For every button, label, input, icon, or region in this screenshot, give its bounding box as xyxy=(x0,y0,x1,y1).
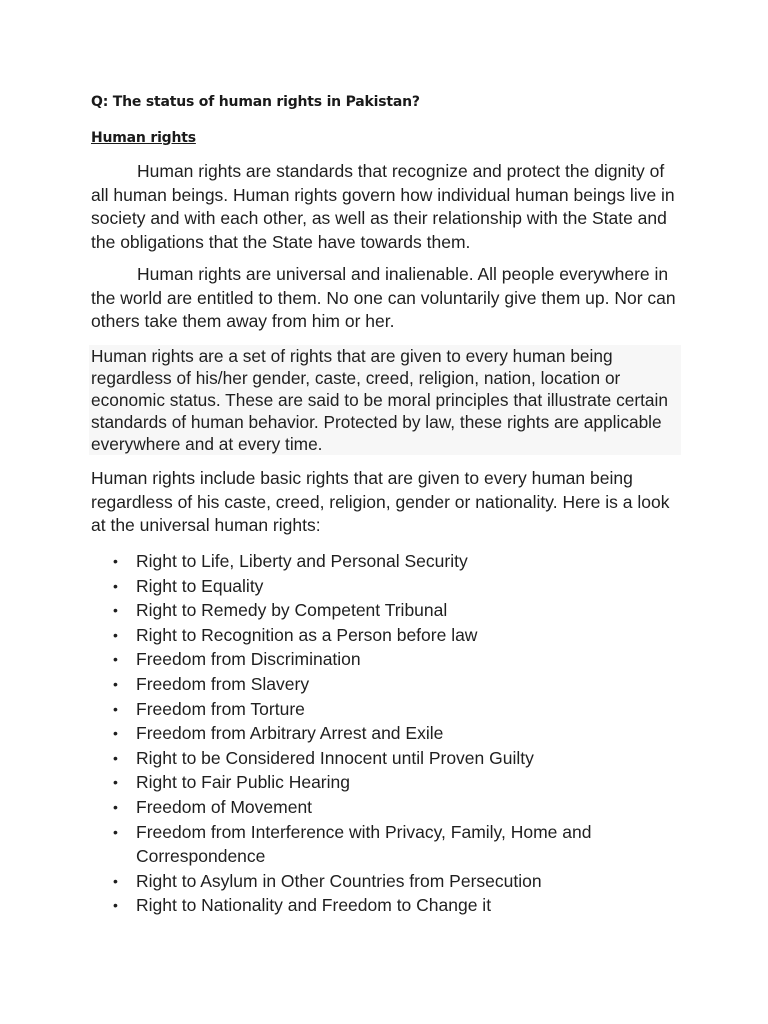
list-item xyxy=(91,795,681,820)
list-item-text: Right to Recognition as a Person before law xyxy=(136,624,478,645)
list-item-text: Right to Fair Public Hearing xyxy=(136,772,350,793)
list-item-text: Freedom from Discrimination xyxy=(136,649,361,670)
list-item xyxy=(91,770,681,795)
bullet-icon: • xyxy=(113,700,118,717)
bullet-icon: • xyxy=(113,823,118,840)
bullet-icon: • xyxy=(113,651,118,668)
list-item-text: Freedom from Interference with Privacy, Family, Home and Correspondence xyxy=(136,821,592,867)
list-item xyxy=(91,672,681,697)
list-item-text: Freedom from Torture xyxy=(136,698,305,719)
list-item-text: Right to Remedy by Competent Tribunal xyxy=(136,600,448,621)
question-title: Q: The status of human rights in Pakistan? xyxy=(91,94,420,110)
list-item xyxy=(91,697,681,722)
bullet-icon: • xyxy=(113,897,118,914)
list-item xyxy=(91,623,681,648)
list-item xyxy=(91,647,681,672)
bullet-icon: • xyxy=(113,798,118,815)
bullet-icon: • xyxy=(113,602,118,619)
bullet-icon: • xyxy=(113,872,118,889)
list-item-text: Freedom of Movement xyxy=(136,796,313,817)
list-item xyxy=(91,869,681,894)
list-item-text: Right to Life, Liberty and Personal Security xyxy=(136,551,468,571)
bullet-icon: • xyxy=(113,725,118,742)
list-item-text: Right to Asylum in Other Countries from Persecution xyxy=(136,870,542,891)
paragraph-definition: Human rights are standards that recognize and protect the dignity of all human beings. Human rights govern how individual human beings live in society and with each other, as well as their relationship with the State and the obligations that the State have towards them. xyxy=(91,161,675,252)
paragraph-intro-list: Human rights include basic rights that are given to every human being regardless of his caste, creed, religion, gender or nationality. Here is a look at the universal human rights: xyxy=(91,468,670,535)
list-item-text: Freedom from Arbitrary Arrest and Exile xyxy=(136,723,444,744)
list-item xyxy=(91,721,681,746)
bullet-icon: • xyxy=(113,553,118,569)
list-item xyxy=(91,574,681,599)
paragraph-universal: Human rights are universal and inalienable. All people everywhere in the world are entitled to them. No one can voluntarily give them up. Nor can others take them away from him or her. xyxy=(91,264,676,331)
list-item xyxy=(91,549,681,574)
paragraph-set-of-rights: Human rights are a set of rights that are given to every human being regardless of his/her gender, caste, creed, religion, nation, location or economic status. These are said to be moral principles that illustrate certain standards of human behavior. Protected by law, these rights are applicable everywhere and at every time. xyxy=(89,345,681,455)
bullet-icon: • xyxy=(113,577,118,594)
section-heading: Human rights xyxy=(91,130,196,146)
list-item-text: Right to Equality xyxy=(136,575,264,596)
list-item xyxy=(91,820,681,869)
list-item xyxy=(91,598,681,623)
bullet-icon: • xyxy=(113,675,118,692)
list-item xyxy=(91,746,681,771)
bullet-icon: • xyxy=(113,749,118,766)
bullet-icon: • xyxy=(113,774,118,791)
list-item-text: Right to Nationality and Freedom to Change it xyxy=(136,895,492,916)
bullet-icon: • xyxy=(113,626,118,643)
rights-list xyxy=(91,549,681,918)
list-item xyxy=(91,893,681,918)
list-item-text: Freedom from Slavery xyxy=(136,673,310,694)
list-item-text: Right to be Considered Innocent until Proven Guilty xyxy=(136,747,534,768)
